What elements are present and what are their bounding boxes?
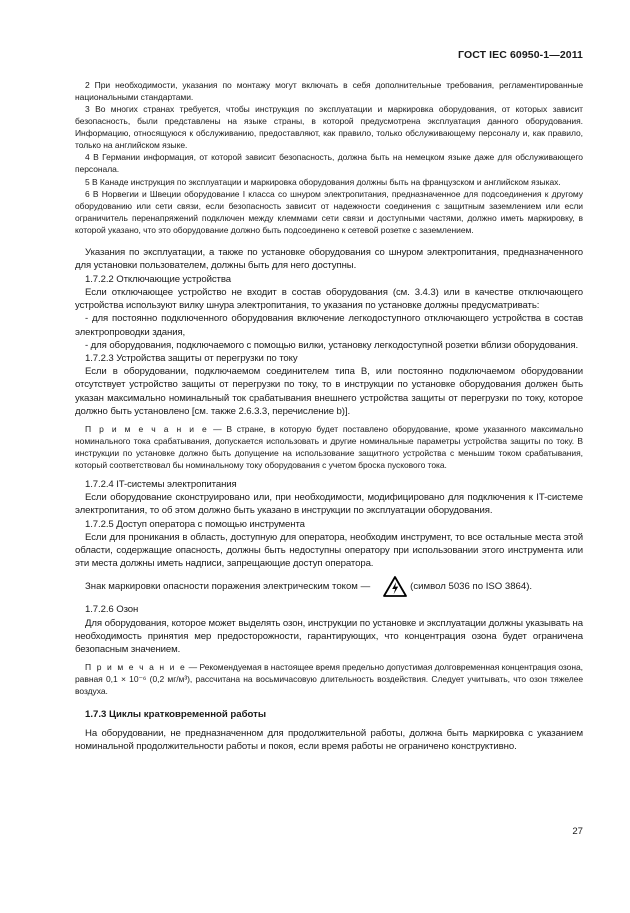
page-content [75,80,583,753]
section-1725-paragraph: Если для проникания в область, доступную для оператора, необходим инструмент, то все остальные места этой области, содержащие опасность, должны быть недоступны оператору при использовании этого инструмента или эти места должны иметь надписи, запрещающие доступ оператора. [75,531,583,570]
hazard-symbol-line [75,576,583,597]
page-number: 27 [572,826,583,837]
note-label: П р и м е ч а н и е [85,662,187,673]
note-5: 5 В Канаде инструкция по эксплуатации и маркировка оборудования должны быть на французском и английском языках. [85,176,561,187]
electric-hazard-icon [373,576,397,597]
section-1726-note [75,662,583,698]
section-1723-title: 1.7.2.3 Устройства защиты от перегрузки по току [85,352,298,364]
symbol-text-before: Знак маркировки опасности поражения электрическим током — [85,581,371,593]
list-item: - для постоянно подключенного оборудования включение легкодоступного отключающего устройства в состав электропроводки здания, [75,313,583,338]
note-label: П р и м е ч а н и е [85,423,209,434]
symbol-text-after: (символ 5036 по ISO 3864). [410,581,533,593]
note-text: — В стране, в которую будет поставлено оборудование, кроме указанного максимально номинального тока срабатывания, допускается использовать и другие номинальные параметры устройства защиты по току. В инструкции по установке должно быть допущение на использование защитного устройства с меньшим током срабатывания, который соответствовал бы номинальному току оборудования с учетом броска пускового тока. [75,423,584,470]
section-1722-title: 1.7.2.2 Отключающие устройства [85,273,231,285]
section-1725-title: 1.7.2.5 Доступ оператора с помощью инструмента [85,518,305,530]
standard-header: ГОСТ IEC 60950-1—2011 [458,49,583,61]
section-1726-paragraph: Для оборудования, которое может выделять озон, инструкции по установке и эксплуатации должны указывать на необходимость принятия мер предосторожности, гарантирующих, что концентрация озона будет ограничена безопасным значением. [75,617,583,656]
section-1723-paragraph: Если в оборудовании, подключаемом соединителем типа B, или постоянно подключаемом оборудовании отсутствует устройство защиты от перегрузки по току, то в инструкции по установке оборудования должен быть указан максимально номинальный ток срабатывания внешнего устройства защиты от перегрузки по току, которое должно быть установлено [см. также 2.6.3.3, перечисление b)]. [75,366,583,417]
list-item: - для оборудования, подключаемого с помощью вилки, установку легкодоступной розетки вблизи оборудования. [85,339,579,351]
section-173-paragraph: На оборудовании, не предназначенном для продолжительной работы, должна быть маркировка с указанием номинальной продолжительности работы и покоя, если время работы не ограничено конструктивно. [75,727,583,752]
note-4: 4 В Германии информация, от которой зависит безопасность, должна быть на немецком языке даже для обслуживающего персонала. [75,152,583,175]
section-1724-title: 1.7.2.4 IT-системы электропитания [85,479,237,491]
section-1724-paragraph: Если оборудование сконструировано или, при необходимости, модифицировано для подключения к IT-системе электропитания, то об этом должно быть указано в инструкции по эксплуатации оборудования. [75,492,583,517]
section-173-title: 1.7.3 Циклы кратковременной работы [85,708,267,720]
note-2: 2 При необходимости, указания по монтажу могут включать в себя дополнительные требования, регламентированные национальными стандартами. [75,80,583,102]
section-1723-note [75,424,583,472]
note-text: — Рекомендуемая в настоящее время предельно допустимая долговременная концентрация озона, равная 0,1 × 10⁻⁶ (0,2 мг/м³), рассчитана на восьмичасовую длительность воздействия. Следует учитывать, что озон тяжелее воздуха. [75,662,583,697]
section-1726-title: 1.7.2.6 Озон [85,604,139,616]
note-6: 6 В Норвегии и Швеции оборудование I класса со шнуром электропитания, предназначенное для подсоединения к другому оборудованию или сети связи, если безопасность зависит от надежности соединения с защитным заземлением или если ограничитель перенапряжений подключен между клеммами сети связи и доступными частями, должно иметь маркировку, в которой указано, что это оборудование должно быть подсоединено к сетевой розетке с заземлением. [75,189,583,235]
note-3: 3 Во многих странах требуется, чтобы инструкция по эксплуатации и маркировка оборудования, от которых зависит безопасность, были представлены на языке страны, в которой предусмотрена эксплуатация данного оборудования. Информацию, относящуюся к обслуживанию, предоставляют, как правило, только обслуживающему персоналу и, как правило, только на английском языке. [75,104,583,151]
section-1722-paragraph: Если отключающее устройство не входит в состав оборудования (см. 3.4.3) или в качестве отключающего устройства используют вилку шнура электропитания, то указания по установке должны предусматривать: [75,286,583,312]
install-instructions-paragraph: Указания по эксплуатации, а также по установке оборудования со шнуром электропитания, предназначенного для установки пользователем, должны быть для него доступны. [75,247,583,272]
